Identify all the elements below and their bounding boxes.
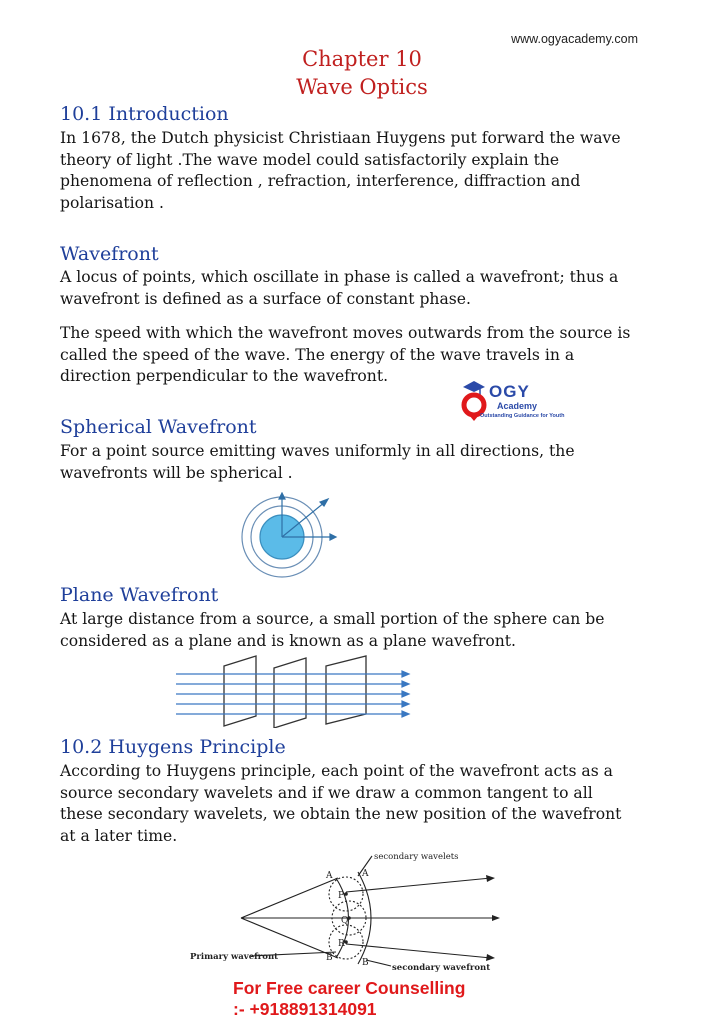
plane-line: At large distance from a source, a small portion of the sphere can be xyxy=(60,610,605,628)
spherical-wavefront-diagram xyxy=(232,492,342,582)
huygens-line: According to Huygens principle, each point of the wavefront acts as a xyxy=(60,762,613,780)
intro-line: In 1678, the Dutch physicist Christiaan Huygens put forward the wave xyxy=(60,129,621,147)
spherical-line: For a point source emitting waves uniformly in all directions, the xyxy=(60,442,575,460)
label-point-a1: A xyxy=(362,869,369,879)
huygens-paragraph xyxy=(60,761,660,847)
footer-phone: :- +918891314091 xyxy=(233,999,377,1019)
intro-line: phenomena of reflection , refraction, interference, diffraction and xyxy=(60,172,581,190)
huygens-line: at a later time. xyxy=(60,826,178,845)
label-point-b: B xyxy=(326,953,333,963)
wavefront-line: The speed with which the wavefront moves outwards from the source is xyxy=(60,324,631,342)
label-point-b1: B xyxy=(362,958,369,968)
wavefront-paragraph-1 xyxy=(60,267,660,310)
huygens-principle-diagram xyxy=(186,848,516,972)
label-point-r: R xyxy=(338,939,345,949)
plane-line: considered as a plane and is known as a plane wavefront. xyxy=(60,631,517,650)
plane-paragraph xyxy=(60,609,660,652)
intro-heading: 10.1 Introduction xyxy=(60,103,229,125)
plane-wavefront-diagram xyxy=(176,654,412,728)
huygens-heading: 10.2 Huygens Principle xyxy=(60,736,286,758)
plane-heading: Plane Wavefront xyxy=(60,584,219,606)
label-point-p: P xyxy=(338,891,345,901)
logo-brand: OGY xyxy=(489,382,530,401)
website-url: www.ogyacademy.com xyxy=(511,32,638,46)
footer-counselling: For Free career Counselling xyxy=(233,978,466,998)
label-point-a: A xyxy=(326,871,333,881)
chapter-title: Wave Optics xyxy=(296,75,428,99)
huygens-line: source secondary wavelets and if we draw a common tangent to all xyxy=(60,783,593,802)
label-point-q: Q xyxy=(341,916,349,926)
ogy-academy-logo xyxy=(459,378,579,428)
logo-brand-sub: Academy xyxy=(497,401,538,411)
wavefront-line: direction perpendicular to the wavefront. xyxy=(60,367,389,385)
spherical-paragraph xyxy=(60,441,660,484)
wavefront-heading: Wavefront xyxy=(60,243,159,265)
label-secondary-wavelets: secondary wavelets xyxy=(374,852,459,862)
label-secondary-wavefront: secondary wavefront xyxy=(392,963,491,972)
wavefront-line: A locus of points, which oscillate in phase is called a wavefront; thus a xyxy=(60,268,619,286)
wavefront-line: wavefront is defined as a surface of constant phase. xyxy=(60,289,471,308)
label-primary-wavefront: Primary wavefront xyxy=(190,952,279,962)
huygens-line: these secondary wavelets, we obtain the new position of the wavefront xyxy=(60,805,622,823)
chapter-number: Chapter 10 xyxy=(302,47,422,71)
intro-line: polarisation . xyxy=(60,193,164,212)
intro-paragraph xyxy=(60,128,660,214)
spherical-line: wavefronts will be spherical . xyxy=(60,463,293,482)
wavefront-line: called the speed of the wave. The energy of the wave travels in a xyxy=(60,345,575,364)
logo-tagline: Outstanding Guidance for Youth xyxy=(480,413,565,419)
intro-line: theory of light .The wave model could satisfactorily explain the xyxy=(60,150,560,169)
spherical-heading: Spherical Wavefront xyxy=(60,416,257,438)
